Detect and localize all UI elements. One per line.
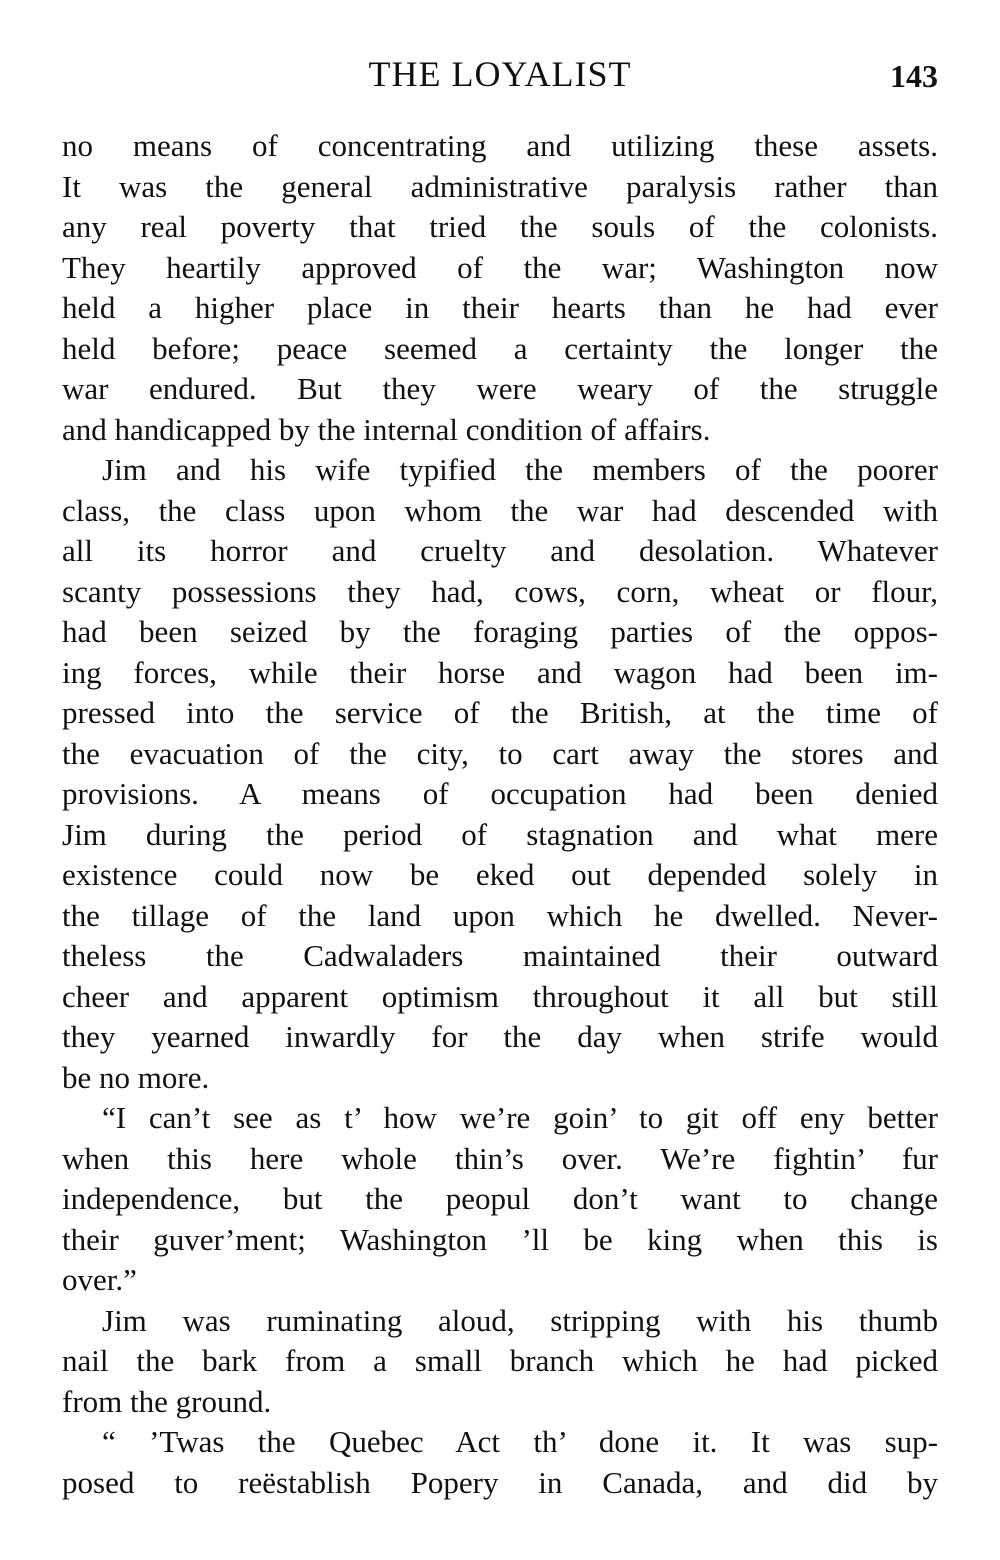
text-line: the tillage of the land upon which he dwelled. Never- (62, 897, 938, 933)
text-line: they yearned inwardly for the day when strife would (62, 1019, 938, 1054)
text-line: It was the general administrative paralysis rather than (62, 168, 938, 204)
text-line: war endured. But they were weary of the struggle (62, 371, 938, 406)
text-line: and handicapped by the internal condition of affairs. (62, 411, 711, 447)
paragraph-1 (62, 126, 938, 450)
text-line: no means of concentrating and utilizing these assets. (62, 128, 938, 163)
text-line: all its horror and cruelty and desolation. Whatever (62, 533, 938, 568)
book-page (62, 48, 938, 1528)
text-line: scanty possessions they had, cows, corn, wheat or flour, (62, 573, 938, 609)
text-line: “ ’Twas the Quebec Act th’ done it. It was sup- (102, 1424, 938, 1459)
text-line: Jim and his wife typified the members of the poorer (102, 452, 938, 487)
text-line: Jim was ruminating aloud, stripping with his thumb (102, 1302, 938, 1338)
text-line: held a higher place in their hearts than he had ever (62, 290, 938, 325)
text-line: Jim during the period of stagnation and what mere (62, 816, 938, 852)
running-header (62, 48, 938, 100)
text-line: ing forces, while their horse and wagon had been im- (62, 654, 938, 690)
text-line: class, the class upon whom the war had descended with (62, 492, 938, 528)
text-line: from the ground. (62, 1383, 272, 1419)
paragraph-3 (62, 1098, 938, 1301)
text-line: They heartily approved of the war; Washington now (62, 249, 938, 285)
text-line: over.” (62, 1262, 137, 1297)
text-line: theless the Cadwaladers maintained their outward (62, 938, 938, 973)
text-line: existence could now be eked out depended solely in (62, 857, 938, 892)
text-line: held before; peace seemed a certainty the longer the (62, 330, 938, 366)
body-text (62, 126, 938, 1503)
running-title: THE LOYALIST (368, 54, 632, 94)
text-line: nail the bark from a small branch which he had picked (62, 1343, 938, 1378)
text-line: had been seized by the foraging parties of the oppos- (62, 614, 938, 649)
text-line: cheer and apparent optimism throughout it all but still (62, 978, 938, 1014)
page-number: 143 (890, 58, 938, 94)
paragraph-2 (62, 450, 938, 1098)
text-line: when this here whole thin’s over. We’re fightin’ fur (62, 1140, 938, 1176)
text-line: posed to reëstablish Popery in Canada, and did by (62, 1464, 938, 1500)
paragraph-4 (62, 1301, 938, 1423)
text-line: be no more. (62, 1059, 210, 1095)
text-line: independence, but the peopul don’t want to change (62, 1181, 938, 1216)
text-line: “I can’t see as t’ how we’re goin’ to git off eny better (102, 1100, 938, 1135)
text-line: any real poverty that tried the souls of the colonists. (62, 209, 938, 244)
paragraph-5 (62, 1422, 938, 1503)
text-line: provisions. A means of occupation had been denied (62, 776, 938, 811)
text-line: the evacuation of the city, to cart away the stores and (62, 735, 938, 771)
text-line: pressed into the service of the British, at the time of (62, 695, 938, 730)
text-line: their guver’ment; Washington ’ll be king when this is (62, 1221, 938, 1257)
